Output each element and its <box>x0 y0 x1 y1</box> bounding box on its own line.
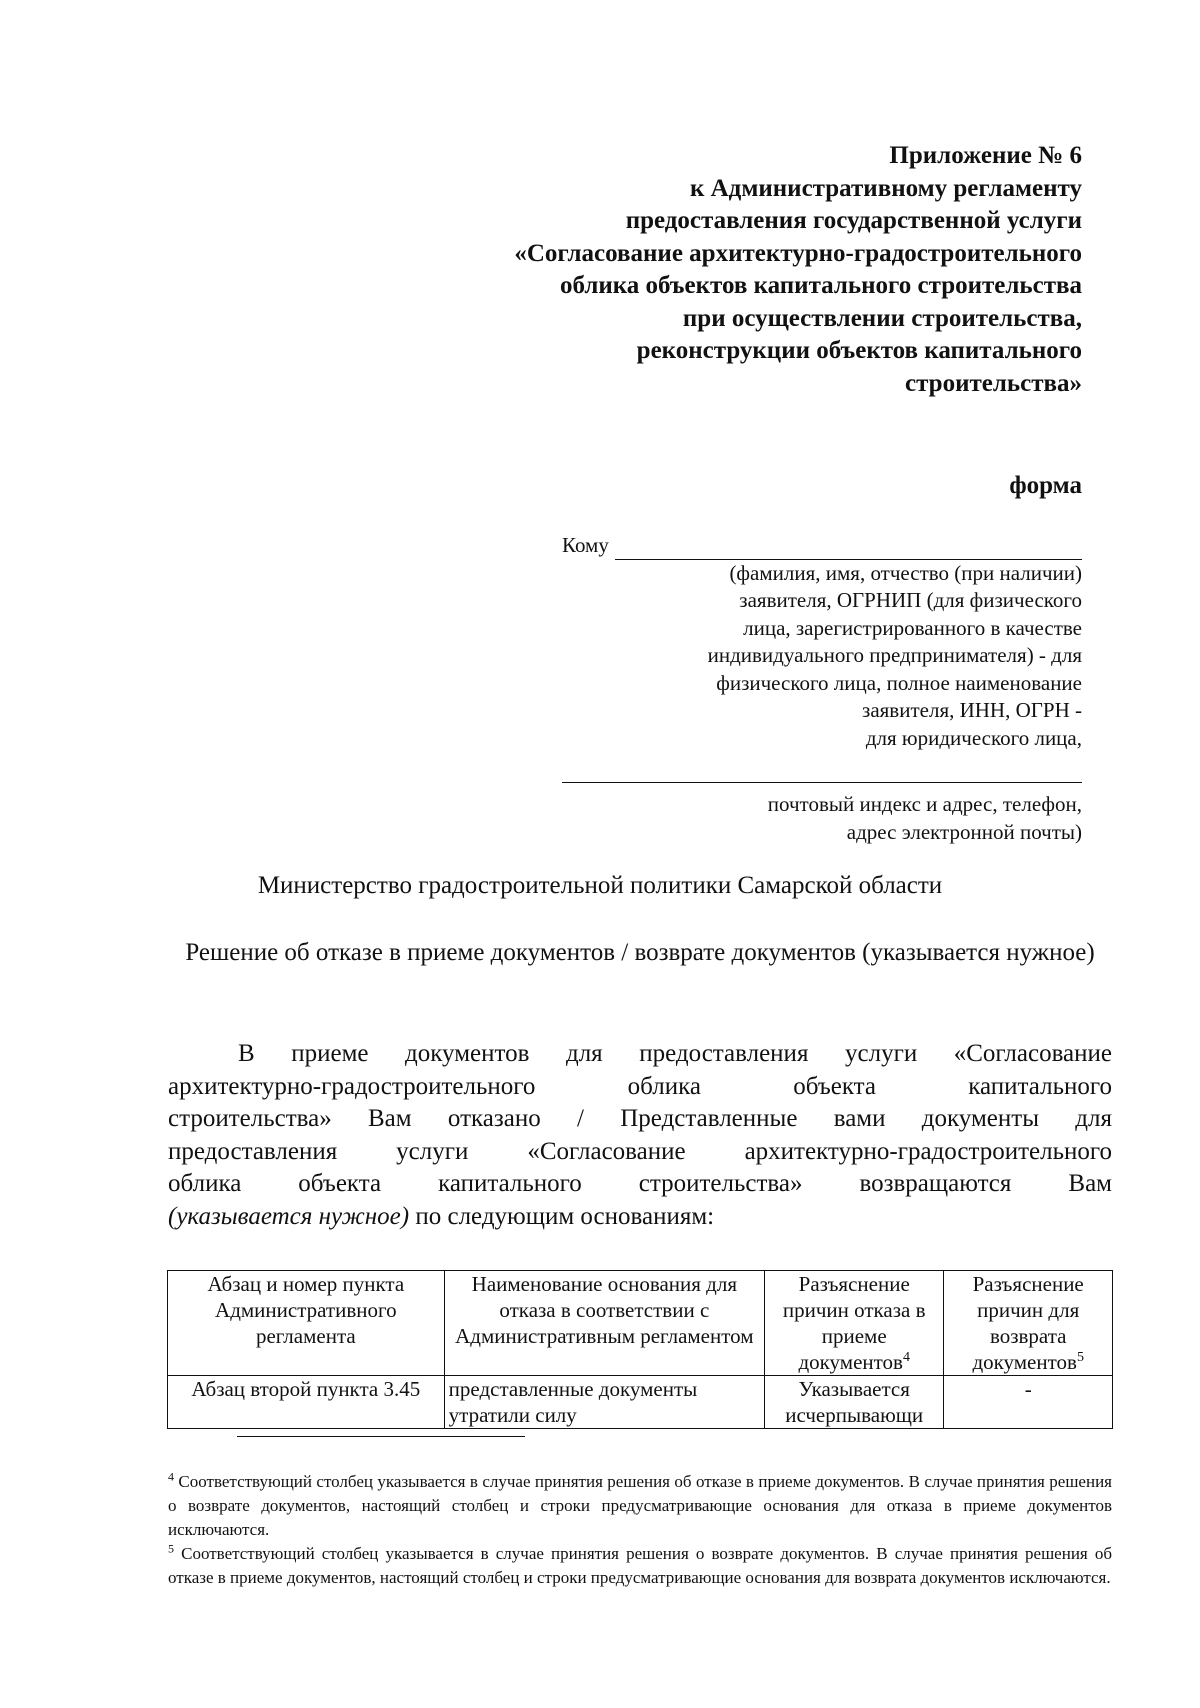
recipient-label: Кому <box>562 533 609 557</box>
body-italic-note: (указывается нужное) <box>168 1202 410 1230</box>
body-line: облика объекта капитального строительства» возвращаются Вам <box>168 1170 1112 1197</box>
decision-title: Решение об отказе в приеме документов / возврате документов (указывается нужное) <box>185 939 1095 966</box>
recipient-note-line: заявителя, ИНН, ОГРН - <box>862 698 1082 722</box>
recipient-note-line: для юридического лица, <box>865 725 1082 750</box>
recipient-note-line: лица, зарегистрированного в качестве <box>743 615 1082 640</box>
table-header-cell: Абзац и номер пункта Административного регламента <box>168 1271 445 1376</box>
body-line-last <box>168 1201 1112 1234</box>
table-header-row <box>168 1271 1113 1376</box>
footnote-separator <box>237 1436 525 1437</box>
footnote-text: Соответствующий столбец указывается в случае принятия решения об отказе в приеме документов. В случае принятия решения о возврате документов, настоящий столбец и строки предусматривающие основания для отказа в приеме документов исключаются. <box>168 1472 1112 1539</box>
reasons-table <box>167 1270 1113 1429</box>
address-note-line: адрес электронной почты) <box>846 819 1082 844</box>
footnote <box>168 1470 1112 1542</box>
footnote-mark: 4 <box>168 1469 174 1484</box>
recipient-block <box>562 532 1082 846</box>
recipient-note-line: заявителя, ОГРНИП (для физического <box>739 588 1082 612</box>
table-cell: Абзац второй пункта 3.45 <box>168 1376 445 1429</box>
address-note <box>562 791 1082 846</box>
header-line: строительства» <box>905 369 1082 397</box>
body-line: В приеме документов для предоставления услуги «Согласование <box>238 1040 1112 1067</box>
address-blank-line <box>562 780 1082 783</box>
recipient-blank-line <box>615 539 1082 560</box>
recipient-note-line: (фамилия, имя, отчество (при наличии) <box>729 560 1082 585</box>
form-label: форма <box>1009 472 1082 499</box>
recipient-note <box>562 560 1082 753</box>
table-header-cell: Разъяснение причин для возврата документов$^5$ <box>944 1271 1113 1376</box>
table-header-cell: Разъяснение причин отказа в приеме документов$^4$ <box>765 1271 944 1376</box>
table-cell: Указывается исчерпывающи <box>765 1376 944 1429</box>
footnote <box>168 1542 1112 1590</box>
recipient-note-line: индивидуального предпринимателя) - для <box>707 643 1082 667</box>
footnote-text: Соответствующий столбец указывается в случае принятия решения о возврате документов. В случае принятия решения об отказе в приеме документов, настоящий столбец и строки предусматривающие основания для возврата документов исключаются. <box>168 1544 1112 1587</box>
footnotes <box>168 1470 1112 1590</box>
appendix-header <box>382 140 1082 400</box>
table-cell: - <box>944 1376 1113 1429</box>
footnote-mark: 5 <box>168 1541 174 1556</box>
header-line: предоставления государственной услуги <box>625 207 1082 234</box>
header-line: к Административному регламенту <box>689 174 1082 202</box>
recipient-row <box>562 532 1082 560</box>
ministry-name <box>0 872 1200 900</box>
header-line: «Согласование архитектурно-градостроительного <box>514 239 1082 267</box>
ministry-text: Министерство градостроительной политики Самарской области <box>257 872 943 899</box>
recipient-note-line: физического лица, полное наименование <box>716 670 1082 695</box>
body-paragraph <box>168 1038 1112 1233</box>
body-line-rest: по следующим основаниям: <box>409 1202 715 1230</box>
header-line: реконструкции объектов капитального <box>636 337 1082 364</box>
table-row <box>168 1376 1113 1429</box>
body-line: предоставления услуги «Согласование архитектурно-градостроительного <box>168 1137 1112 1165</box>
address-note-line: почтовый индекс и адрес, телефон, <box>767 792 1082 816</box>
body-line: строительства» Вам отказано / Представленные вами документы для <box>168 1105 1112 1132</box>
body-line: архитектурно-градостроительного облика объекта капитального <box>168 1072 1112 1100</box>
table-header-cell: Наименование основания для отказа в соответствии с Административным регламентом <box>444 1271 764 1376</box>
header-line: облика объектов капитального строительства <box>559 272 1082 299</box>
header-line: Приложение № 6 <box>889 142 1082 169</box>
header-line: при осуществлении строительства, <box>682 304 1082 332</box>
table-cell: представленные документы утратили силу <box>444 1376 764 1429</box>
